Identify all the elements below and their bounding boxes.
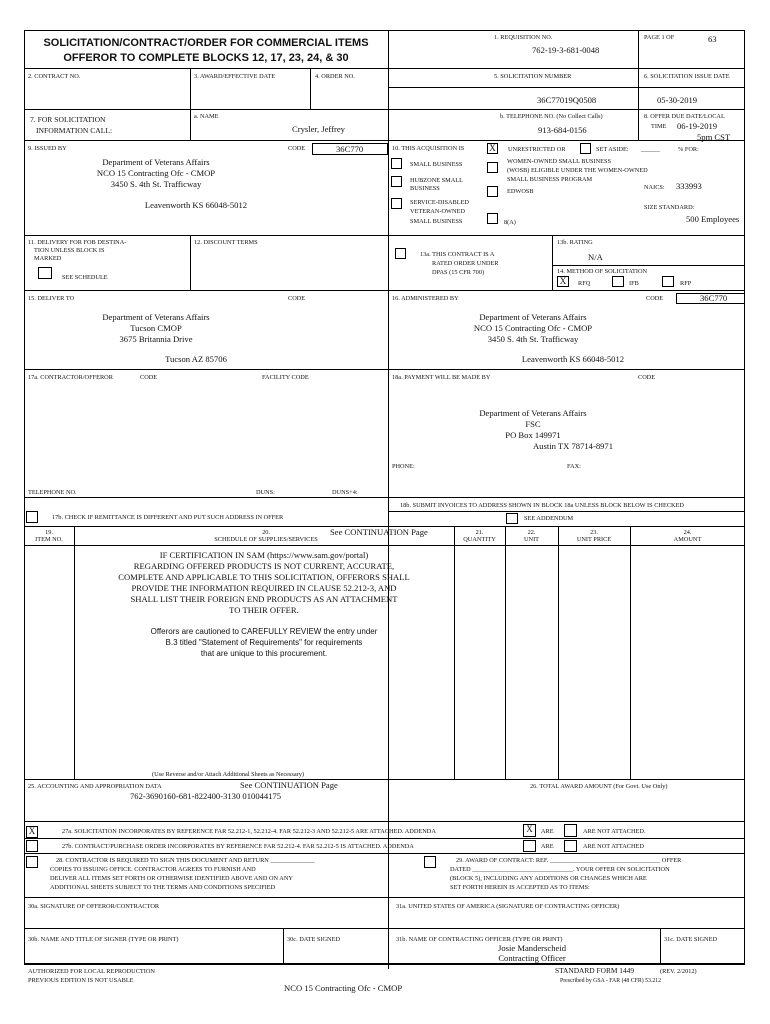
clause-29-line2: DATED ________________________________. YOUR OFFER ON SOLICITATION (450, 866, 670, 873)
rule (24, 109, 745, 110)
offer-due-time[interactable]: 5pm CST (697, 132, 731, 142)
accounting-label: 25. ACCOUNTING AND APPROPRIATION DATA (28, 783, 162, 790)
rule (552, 235, 553, 290)
addenda-are-not-checkbox-2[interactable] (564, 840, 577, 852)
addenda-are-label: ARE (541, 828, 554, 835)
rule (24, 897, 745, 898)
offer-due-time-label: TIME (651, 123, 667, 130)
rule (454, 526, 455, 779)
deliver-to-line4: Tucson AZ 85706 (165, 354, 227, 364)
wosb-label-1: WOMEN-OWNED SMALL BUSINESS (507, 158, 612, 165)
officer-title[interactable]: Contracting Officer (498, 953, 566, 963)
rfp-checkbox[interactable] (662, 276, 674, 287)
sam-notice-line: REGARDING OFFERED PRODUCTS IS NOT CURRENT, ACCURATE, (133, 561, 395, 571)
set-aside-checkbox[interactable] (580, 143, 591, 154)
rule (190, 235, 191, 290)
rule (558, 526, 559, 779)
eight-a-label: 8(A) (504, 219, 516, 226)
sam-notice-line: PROVIDE THE INFORMATION REQUIRED IN CLAUSE 52.212-3, AND (131, 583, 397, 593)
clause-27a-check-mark: X (28, 826, 36, 836)
amount-header: AMOUNT (673, 536, 702, 543)
quantity-header: QUANTITY (463, 536, 496, 543)
percent-for-label: % FOR: (678, 146, 699, 153)
rated-order-checkbox[interactable] (395, 248, 406, 259)
delivery-fob-label-1: 11. DELIVERY FOR FOB DESTINA- (28, 239, 127, 246)
addenda-are-checkbox-2[interactable] (523, 840, 536, 852)
rule (638, 109, 639, 140)
clause-28-line4: ADDITIONAL SHEETS SUBJECT TO THE TERMS AND CONDITIONS SPECIFIED (50, 884, 276, 891)
rfq-check-mark: X (559, 276, 567, 286)
rule (24, 853, 745, 854)
sdvosb-label-1: SERVICE-DISABLED (410, 199, 469, 206)
issued-by-line2: NCO 15 Contracting Ofc - CMOP (96, 168, 216, 178)
set-aside-blank[interactable]: ______ (641, 146, 660, 153)
rated-order-label-3: DPAS (15 CFR 700) (432, 269, 485, 276)
facility-code-label: FACILITY CODE (262, 374, 309, 381)
unrestricted-label: UNRESTRICTED OR (508, 146, 566, 153)
clause-27b-text: 27b. CONTRACT/PURCHASE ORDER INCORPORATES BY REFERENCE FAR 52.212-4. FAR 52.212-5 IS ATTACHED. ADDENDA (62, 843, 414, 850)
item-no-header: ITEM NO. (35, 536, 63, 543)
hubzone-checkbox[interactable] (391, 176, 402, 187)
sdvosb-label-2: VETERAN-OWNED (410, 208, 465, 215)
contact-name[interactable]: Crysler, Jeffrey (292, 124, 345, 134)
small-business-checkbox[interactable] (391, 158, 402, 169)
payment-line1: Department of Veterans Affairs (479, 408, 587, 418)
rated-order-label-2: RATED ORDER UNDER (432, 260, 499, 267)
officer-date-signed-label: 31c. DATE SIGNED (664, 936, 717, 943)
hubzone-label-1: HUBZONE SMALL (410, 177, 463, 184)
rule (190, 68, 191, 140)
clause-29-line1: 29. AWARD OF CONTRACT: REF. ___________________________________ OFFER (456, 857, 682, 864)
issue-date[interactable]: 05-30-2019 (657, 95, 698, 105)
rule (24, 545, 745, 546)
schedule-header-num: 20. (262, 529, 270, 536)
method-of-solicitation-label: 14. METHOD OF SOLICITATION (557, 268, 648, 275)
rule (630, 526, 631, 779)
addenda-are-checkbox[interactable] (523, 824, 536, 837)
clause-29-line3: (BLOCK 5), INCLUDING ANY ADDITIONS OR CHANGES WHICH ARE (450, 875, 647, 882)
clause-28-checkbox[interactable] (26, 856, 38, 868)
size-standard[interactable]: 500 Employees (686, 214, 740, 224)
amount-header-num: 24. (683, 529, 692, 536)
rule (24, 928, 745, 929)
unit-header: UNIT (523, 536, 540, 543)
payment-line4: Austin TX 78714-8971 (532, 441, 614, 451)
sam-notice-line: IF CERTIFICATION IN SAM (https://www.sam.gov/portal) (159, 550, 369, 560)
offer-due-date[interactable]: 06-19-2019 (677, 121, 718, 131)
clause-27a-checkbox[interactable] (26, 826, 38, 838)
officer-name[interactable]: Josie Manderscheid (497, 943, 567, 953)
see-schedule-checkbox[interactable] (38, 267, 52, 279)
total-award-label: 26. TOTAL AWARD AMOUNT (For Govt. Use Only) (530, 783, 668, 790)
naics-code[interactable]: 333993 (676, 181, 702, 191)
issued-by-label: 9. ISSUED BY (28, 145, 67, 152)
clause-29-checkbox[interactable] (424, 856, 436, 868)
clause-28-line3: DELIVER ALL ITEMS SET FORTH OR OTHERWISE IDENTIFIED ABOVE AND ON ANY (50, 875, 293, 882)
authorized-reproduction: AUTHORIZED FOR LOCAL REPRODUCTION (28, 968, 155, 975)
addenda-are-label-2: ARE (541, 843, 554, 850)
accounting-data[interactable]: 762-3690160-681-822400-3130 010044175 (130, 791, 282, 801)
wosb-label-3: SMALL BUSINESS PROGRAM (507, 176, 593, 183)
rule (24, 235, 745, 236)
rule (505, 526, 506, 779)
order-no-label: 4. ORDER NO. (315, 73, 355, 80)
issued-by-line1: Department of Veterans Affairs (102, 157, 210, 167)
discount-terms-label: 12. DISCOUNT TERMS (194, 239, 258, 246)
addenda-are-not-checkbox[interactable] (564, 824, 577, 837)
clause-28-line1: 28. CONTRACTOR IS REQUIRED TO SIGN THIS DOCUMENT AND RETURN ______________ (56, 857, 315, 864)
deliver-to-code-label: CODE (288, 295, 306, 302)
edwosb-label: EDWOSB (507, 188, 534, 195)
payment-fax-label: FAX: (567, 463, 581, 470)
deliver-to-line1: Department of Veterans Affairs (102, 312, 210, 322)
payment-label: 18a. PAYMENT WILL BE MADE BY (392, 374, 491, 381)
sdvosb-checkbox[interactable] (391, 198, 402, 209)
rule (24, 821, 745, 822)
rating-value[interactable]: N/A (588, 252, 603, 262)
addenda-are-check-mark: X (526, 824, 533, 834)
prescribed-by: Prescribed by GSA - FAR (48 CFR) 53.212 (560, 978, 662, 984)
administered-by-line1: Department of Veterans Affairs (479, 312, 587, 322)
telephone-no-label: TELEPHONE NO. (28, 489, 77, 496)
deliver-to-label: 15. DELIVER TO (28, 295, 75, 302)
rule (388, 511, 745, 512)
payment-line3: PO Box 149971 (505, 430, 561, 440)
ifb-checkbox[interactable] (612, 276, 624, 287)
administered-by-line4: Leavenworth KS 66048-5012 (521, 354, 625, 364)
payment-code-label: CODE (638, 374, 656, 381)
remittance-checkbox[interactable] (26, 511, 38, 523)
rule (388, 87, 745, 88)
ifb-label: IFB (629, 280, 639, 287)
offeror-signature-label: 30a. SIGNATURE OF OFFEROR/CONTRACTOR (28, 903, 160, 910)
administered-by-code-label: CODE (646, 295, 664, 302)
telephone-label: b. TELEPHONE NO. (No Collect Calls) (500, 113, 603, 120)
rfp-label: RFP (680, 280, 692, 287)
previous-edition-note: PREVIOUS EDITION IS NOT USABLE (28, 977, 134, 984)
page-label: PAGE 1 OF (644, 34, 675, 41)
see-addendum-checkbox[interactable] (506, 513, 518, 524)
wosb-label-2: (WOSB) ELIGIBLE UNDER THE WOMEN-OWNED (507, 167, 648, 174)
eight-a-checkbox[interactable] (487, 213, 498, 224)
issued-by-line3: 3450 S. 4th St. Trafficway (110, 179, 202, 189)
item-no-header-num: 19. (45, 529, 53, 536)
administered-by-label: 16. ADMINISTERED BY (392, 295, 459, 302)
clause-29-line4: SET FORTH HEREIN IS ACCEPTED AS TO ITEMS: (450, 884, 590, 891)
remittance-label: 17b. CHECK IF REMITTANCE IS DIFFERENT AND PUT SUCH ADDRESS IN OFFER (52, 514, 284, 521)
rating-label: 13b. RATING (557, 239, 593, 246)
rfq-checkbox[interactable] (557, 276, 569, 287)
rule (283, 928, 284, 964)
caution-line: B.3 titled "Statement of Requirements" for requirements (165, 638, 363, 647)
naics-label: NAICS: (644, 184, 665, 191)
administered-by-code[interactable]: 36C770 (700, 293, 728, 303)
see-addendum-label: SEE ADDENDUM (524, 515, 574, 522)
for-solicitation-label: 7. FOR SOLICITATION (30, 115, 106, 124)
offer-due-label: 8. OFFER DUE DATE/LOCAL (644, 113, 725, 120)
sam-notice-line: TO THEIR OFFER. (229, 605, 299, 615)
clause-27a-text: 27a. SOLICITATION INCORPORATES BY REFERENCE FAR 52.212-1, 52.212-4. FAR 52.212-3 AND 52.212-5 ARE ATTACHED. ADDENDA (62, 828, 436, 835)
solicitation-number[interactable]: 36C77019Q0508 (537, 95, 597, 105)
hubzone-label-2: BUSINESS (410, 185, 440, 192)
contractor-label: 17a. CONTRACTOR/OFFEROR (28, 374, 113, 381)
acquisition-label: 10. THIS ACQUISITION IS (392, 145, 465, 152)
issue-date-label: 6. SOLICITATION ISSUE DATE (644, 73, 730, 80)
solicitation-number-label: 5. SOLICITATION NUMBER (494, 73, 572, 80)
rule (24, 779, 745, 780)
name-label: a. NAME (194, 113, 219, 120)
wosb-checkbox[interactable] (487, 162, 498, 173)
unit-price-header-num: 23. (590, 529, 598, 536)
submit-invoices-label: 18b. SUBMIT INVOICES TO ADDRESS SHOWN IN BLOCK 18a UNLESS BLOCK BELOW IS CHECKED (400, 502, 684, 509)
size-standard-label: SIZE STANDARD: (644, 204, 695, 211)
unrestricted-check-mark: X (489, 143, 496, 153)
rule (24, 497, 745, 498)
administered-by-line2: NCO 15 Contracting Ofc - CMOP (473, 323, 593, 333)
unit-header-num: 22. (527, 529, 536, 536)
footer-office: NCO 15 Contracting Ofc - CMOP (284, 983, 403, 993)
officer-signature-label: 31a. UNITED STATES OF AMERICA (SIGNATURE OF CONTRACTING OFFICER) (396, 903, 620, 910)
deliver-to-line2: Tucson CMOP (130, 323, 182, 333)
accounting-continuation[interactable]: See CONTINUATION Page (240, 780, 338, 790)
revision-label: (REV. 2/2012) (660, 968, 697, 975)
delivery-fob-label-2: TION UNLESS BLOCK IS (34, 247, 105, 254)
set-aside-label: SET ASIDE: (596, 146, 629, 153)
duns-label: DUNS: (256, 489, 275, 496)
small-business-label: SMALL BUSINESS (410, 161, 463, 168)
form-title-line1: SOLICITATION/CONTRACT/ORDER FOR COMMERCIAL ITEMS (43, 37, 369, 49)
contact-telephone[interactable]: 913-684-0156 (538, 125, 587, 135)
reverse-note: (Use Reverse and/or Attach Additional Sheets as Necessary) (152, 771, 304, 778)
edwosb-checkbox[interactable] (487, 186, 498, 197)
payment-line2: FSC (525, 419, 541, 429)
rule (310, 68, 311, 109)
rule (24, 290, 745, 291)
requisition-number[interactable]: 762-19-3-681-0048 (532, 45, 600, 55)
rated-order-label-1: 13a. THIS CONTRACT IS A (420, 251, 495, 258)
see-schedule-label: SEE SCHEDULE (62, 274, 108, 281)
addenda-are-not-label: ARE NOT ATTACHED. (583, 828, 646, 835)
contractor-code-label: CODE (140, 374, 158, 381)
addenda-are-not-label-2: ARE NOT ATTACHED (583, 843, 644, 850)
sam-notice-line: COMPLETE AND APPLICABLE TO THIS SOLICITATION, OFFERORS SHALL (118, 572, 410, 582)
rule (552, 265, 745, 266)
schedule-header: SCHEDULE OF SUPPLIES/SERVICES (214, 536, 318, 543)
unit-price-header: UNIT PRICE (576, 536, 612, 543)
schedule-continuation[interactable]: See CONTINUATION Page (330, 527, 428, 537)
clause-28-line2: COPIES TO ISSUING OFFICE. CONTRACTOR AGREES TO FURNISH AND (50, 866, 256, 873)
rule (24, 140, 745, 141)
clause-27b-checkbox[interactable] (26, 840, 38, 852)
caution-line: that are unique to this procurement. (200, 649, 328, 658)
rule (24, 964, 745, 965)
form-title-line2: OFFEROR TO COMPLETE BLOCKS 12, 17, 23, 24, & 30 (63, 52, 349, 64)
rule (638, 30, 639, 109)
sam-notice-line: SHALL LIST THEIR FOREIGN END PRODUCTS AS AN ATTACHMENT (130, 594, 398, 604)
contract-no-label: 2. CONTRACT NO. (28, 73, 81, 80)
duns4-label: DUNS+4: (332, 489, 358, 496)
officer-name-label: 31b. NAME OF CONTRACTING OFFICER (TYPE OR PRINT) (396, 936, 563, 943)
signer-name-label: 30b. NAME AND TITLE OF SIGNER (TYPE OR PRINT) (28, 936, 179, 943)
caution-line: Offerors are cautioned to CAREFULLY REVIEW the entry under (150, 627, 378, 636)
issued-by-code-label: CODE (288, 145, 306, 152)
delivery-fob-label-3: MARKED (34, 255, 62, 262)
rule (660, 928, 661, 964)
offeror-date-signed-label: 30c. DATE SIGNED (287, 936, 340, 943)
standard-form-label: STANDARD FORM 1449 (555, 966, 635, 975)
administered-by-line3: 3450 S. 4th St. Trafficway (487, 334, 579, 344)
award-date-label: 3. AWARD/EFFECTIVE DATE (194, 73, 276, 80)
page-total: 63 (708, 34, 717, 44)
rule (24, 838, 745, 839)
requisition-label: 1. REQUISITION NO. (494, 34, 553, 41)
information-call-label: INFORMATION CALL: (36, 126, 113, 135)
quantity-header-num: 21. (475, 529, 484, 536)
issued-by-code[interactable]: 36C770 (336, 144, 364, 154)
unrestricted-checkbox[interactable] (487, 143, 498, 154)
deliver-to-line3: 3675 Britannia Drive (119, 334, 193, 344)
rule (24, 369, 745, 370)
rfq-label: RFQ (578, 280, 591, 287)
payment-phone-label: PHONE: (392, 463, 415, 470)
issued-by-line4: Leavenworth KS 66048-5012 (144, 200, 248, 210)
rule (24, 68, 745, 69)
sdvosb-label-3: SMALL BUSINESS (410, 218, 463, 225)
